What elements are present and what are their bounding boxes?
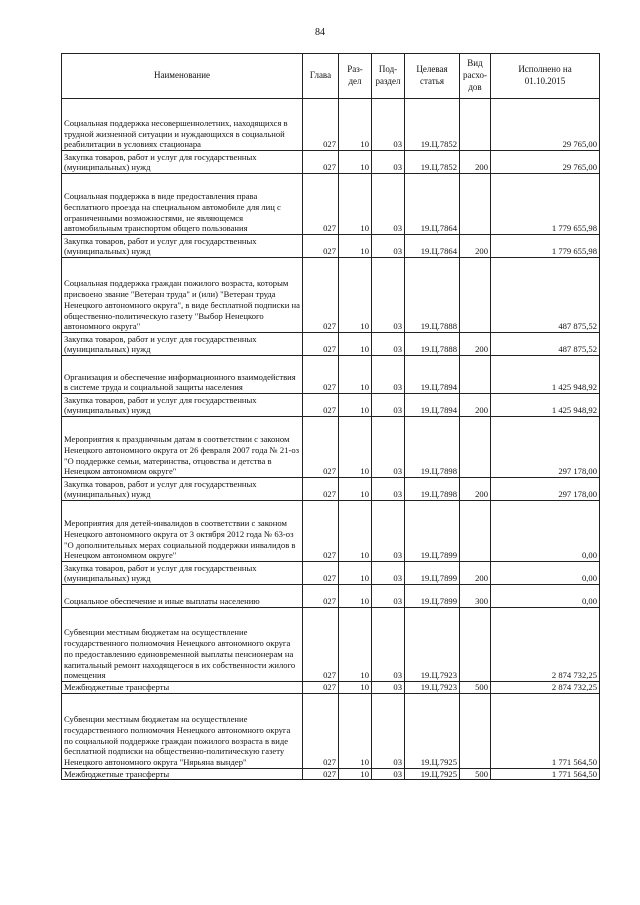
cell-expense-type: 200: [460, 235, 491, 258]
cell-chapter: 027: [303, 585, 339, 608]
cell-executed: 1 425 948,92: [491, 394, 600, 417]
cell-subsection: 03: [372, 174, 405, 235]
cell-chapter: 027: [303, 333, 339, 356]
page-number: 84: [315, 27, 325, 38]
table-row: [62, 417, 600, 478]
cell-name: Социальная поддержка граждан пожилого возраста, которым присвоено звание "Ветеран труда" и (или) "Ветеран труда Ненецкого автономного округа", в виде бесплатной подписки на общественно-политическую газету "Выбор Ненецкого автономного округа": [62, 258, 303, 333]
cell-section: 10: [339, 585, 372, 608]
cell-executed: 1 779 655,98: [491, 235, 600, 258]
header-name: Наименование: [62, 54, 303, 99]
table-row: [62, 356, 600, 394]
cell-expense-type: 500: [460, 768, 491, 780]
cell-executed: 1 771 564,50: [491, 768, 600, 780]
header-subsection: Под- раздел: [372, 54, 405, 99]
cell-chapter: 027: [303, 356, 339, 394]
cell-subsection: 03: [372, 478, 405, 501]
cell-executed: 1 771 564,50: [491, 693, 600, 768]
cell-target: 19.Ц.7864: [405, 235, 460, 258]
cell-subsection: 03: [372, 258, 405, 333]
cell-target: 19.Ц.7925: [405, 693, 460, 768]
cell-name: Закупка товаров, работ и услуг для государственных (муниципальных) нужд: [62, 562, 303, 585]
cell-executed: 0,00: [491, 501, 600, 562]
cell-section: 10: [339, 417, 372, 478]
cell-expense-type: [460, 356, 491, 394]
cell-chapter: 027: [303, 562, 339, 585]
cell-target: 19.Ц.7864: [405, 174, 460, 235]
cell-section: 10: [339, 478, 372, 501]
cell-subsection: 03: [372, 562, 405, 585]
cell-target: 19.Ц.7898: [405, 417, 460, 478]
table-row: [62, 501, 600, 562]
header-section: Раз- дел: [339, 54, 372, 99]
cell-name: Социальное обеспечение и иные выплаты населению: [62, 585, 303, 608]
cell-target: 19.Ц.7888: [405, 333, 460, 356]
cell-chapter: 027: [303, 478, 339, 501]
header-row: [62, 54, 600, 99]
table-row: [62, 478, 600, 501]
cell-name: Социальная поддержка несовершеннолетних, находящихся в трудной жизненной ситуации и нуждающихся в социальной реабилитации в условиях стационара: [62, 99, 303, 151]
cell-target: 19.Ц.7899: [405, 585, 460, 608]
table-row: [62, 99, 600, 151]
cell-section: 10: [339, 682, 372, 694]
cell-subsection: 03: [372, 394, 405, 417]
cell-subsection: 03: [372, 501, 405, 562]
cell-expense-type: 200: [460, 394, 491, 417]
cell-expense-type: [460, 417, 491, 478]
cell-name: Социальная поддержка в виде предоставления права бесплатного проезда на специальном автомобиле для лиц с ограниченными возможностями, не являющемся автомобильным транспортом общего пользования: [62, 174, 303, 235]
cell-subsection: 03: [372, 608, 405, 682]
cell-target: 19.Ц.7923: [405, 608, 460, 682]
table-row: [62, 585, 600, 608]
header-target: Целевая статья: [405, 54, 460, 99]
cell-section: 10: [339, 333, 372, 356]
cell-section: 10: [339, 693, 372, 768]
cell-name: Закупка товаров, работ и услуг для государственных (муниципальных) нужд: [62, 151, 303, 174]
cell-section: 10: [339, 174, 372, 235]
cell-target: 19.Ц.7899: [405, 562, 460, 585]
cell-section: 10: [339, 356, 372, 394]
cell-section: 10: [339, 562, 372, 585]
table-row: [62, 562, 600, 585]
cell-target: 19.Ц.7888: [405, 258, 460, 333]
cell-executed: 1 425 948,92: [491, 356, 600, 394]
cell-subsection: 03: [372, 356, 405, 394]
cell-subsection: 03: [372, 768, 405, 780]
table-row: [62, 235, 600, 258]
header-executed: Исполнено на 01.10.2015: [491, 54, 600, 99]
cell-subsection: 03: [372, 235, 405, 258]
cell-expense-type: [460, 99, 491, 151]
cell-name: Закупка товаров, работ и услуг для государственных (муниципальных) нужд: [62, 235, 303, 258]
cell-subsection: 03: [372, 417, 405, 478]
table-row: [62, 174, 600, 235]
cell-executed: 1 779 655,98: [491, 174, 600, 235]
cell-section: 10: [339, 99, 372, 151]
cell-target: 19.Ц.7852: [405, 151, 460, 174]
cell-executed: 2 874 732,25: [491, 682, 600, 694]
cell-name: Закупка товаров, работ и услуг для государственных (муниципальных) нужд: [62, 394, 303, 417]
cell-target: 19.Ц.7894: [405, 394, 460, 417]
cell-subsection: 03: [372, 585, 405, 608]
cell-target: 19.Ц.7899: [405, 501, 460, 562]
cell-subsection: 03: [372, 99, 405, 151]
cell-executed: 487 875,52: [491, 258, 600, 333]
cell-name: Субвенции местным бюджетам на осуществление государственного полномочия Ненецкого автономного округа по социальной поддержке граждан пожилого возраста в виде бесплатной подписки на общественно-политическую газету Ненецкого автономного округа "Нярьяна вындер": [62, 693, 303, 768]
table-row: [62, 608, 600, 682]
cell-executed: 297 178,00: [491, 417, 600, 478]
header-chapter: Глава: [303, 54, 339, 99]
cell-executed: 487 875,52: [491, 333, 600, 356]
cell-chapter: 027: [303, 151, 339, 174]
cell-section: 10: [339, 151, 372, 174]
cell-expense-type: [460, 501, 491, 562]
cell-name: Субвенции местным бюджетам на осуществление государственного полномочия Ненецкого автономного округа по предоставлению единовременной выплаты пенсионерам на капитальный ремонт находящегося в их собственности жилого помещения: [62, 608, 303, 682]
cell-subsection: 03: [372, 693, 405, 768]
cell-expense-type: [460, 693, 491, 768]
cell-expense-type: 200: [460, 562, 491, 585]
budget-table: [61, 53, 600, 780]
cell-chapter: 027: [303, 258, 339, 333]
cell-chapter: 027: [303, 174, 339, 235]
cell-name: Межбюджетные трансферты: [62, 682, 303, 694]
cell-executed: 297 178,00: [491, 478, 600, 501]
cell-target: 19.Ц.7852: [405, 99, 460, 151]
cell-section: 10: [339, 501, 372, 562]
cell-target: 19.Ц.7925: [405, 768, 460, 780]
cell-executed: 29 765,00: [491, 99, 600, 151]
table-body: [62, 99, 600, 780]
cell-expense-type: [460, 258, 491, 333]
cell-expense-type: [460, 174, 491, 235]
table-row: [62, 693, 600, 768]
cell-chapter: 027: [303, 682, 339, 694]
table-row: [62, 768, 600, 780]
cell-expense-type: [460, 608, 491, 682]
cell-chapter: 027: [303, 768, 339, 780]
cell-executed: 0,00: [491, 585, 600, 608]
cell-subsection: 03: [372, 682, 405, 694]
cell-subsection: 03: [372, 151, 405, 174]
cell-target: 19.Ц.7923: [405, 682, 460, 694]
cell-expense-type: 300: [460, 585, 491, 608]
cell-name: Организация и обеспечение информационного взаимодействия в системе труда и социальной защиты населения: [62, 356, 303, 394]
cell-chapter: 027: [303, 608, 339, 682]
cell-section: 10: [339, 608, 372, 682]
cell-section: 10: [339, 258, 372, 333]
cell-name: Межбюджетные трансферты: [62, 768, 303, 780]
cell-executed: 29 765,00: [491, 151, 600, 174]
cell-target: 19.Ц.7894: [405, 356, 460, 394]
table-row: [62, 333, 600, 356]
cell-chapter: 027: [303, 99, 339, 151]
table-row: [62, 394, 600, 417]
table-row: [62, 682, 600, 694]
cell-target: 19.Ц.7898: [405, 478, 460, 501]
cell-name: Закупка товаров, работ и услуг для государственных (муниципальных) нужд: [62, 478, 303, 501]
cell-chapter: 027: [303, 417, 339, 478]
cell-chapter: 027: [303, 394, 339, 417]
cell-chapter: 027: [303, 235, 339, 258]
cell-expense-type: 200: [460, 333, 491, 356]
cell-chapter: 027: [303, 693, 339, 768]
cell-name: Мероприятия к праздничным датам в соответствии с законом Ненецкого автономного округа от 26 февраля 2007 года № 21-оз "О поддержке семьи, материнства, отцовства и детства в Ненецком автономном округе": [62, 417, 303, 478]
table-row: [62, 258, 600, 333]
cell-section: 10: [339, 394, 372, 417]
cell-subsection: 03: [372, 333, 405, 356]
cell-name: Закупка товаров, работ и услуг для государственных (муниципальных) нужд: [62, 333, 303, 356]
cell-chapter: 027: [303, 501, 339, 562]
cell-executed: 2 874 732,25: [491, 608, 600, 682]
header-expense-type: Вид расхо- дов: [460, 54, 491, 99]
cell-expense-type: 500: [460, 682, 491, 694]
cell-name: Мероприятия для детей-инвалидов в соответствии с законом Ненецкого автономного округа от 3 октября 2012 года № 63-оз "О дополнительных мерах социальной поддержки инвалидов в Ненецком автономном округе": [62, 501, 303, 562]
cell-section: 10: [339, 768, 372, 780]
table-row: [62, 151, 600, 174]
cell-section: 10: [339, 235, 372, 258]
cell-expense-type: 200: [460, 478, 491, 501]
cell-executed: 0,00: [491, 562, 600, 585]
cell-expense-type: 200: [460, 151, 491, 174]
